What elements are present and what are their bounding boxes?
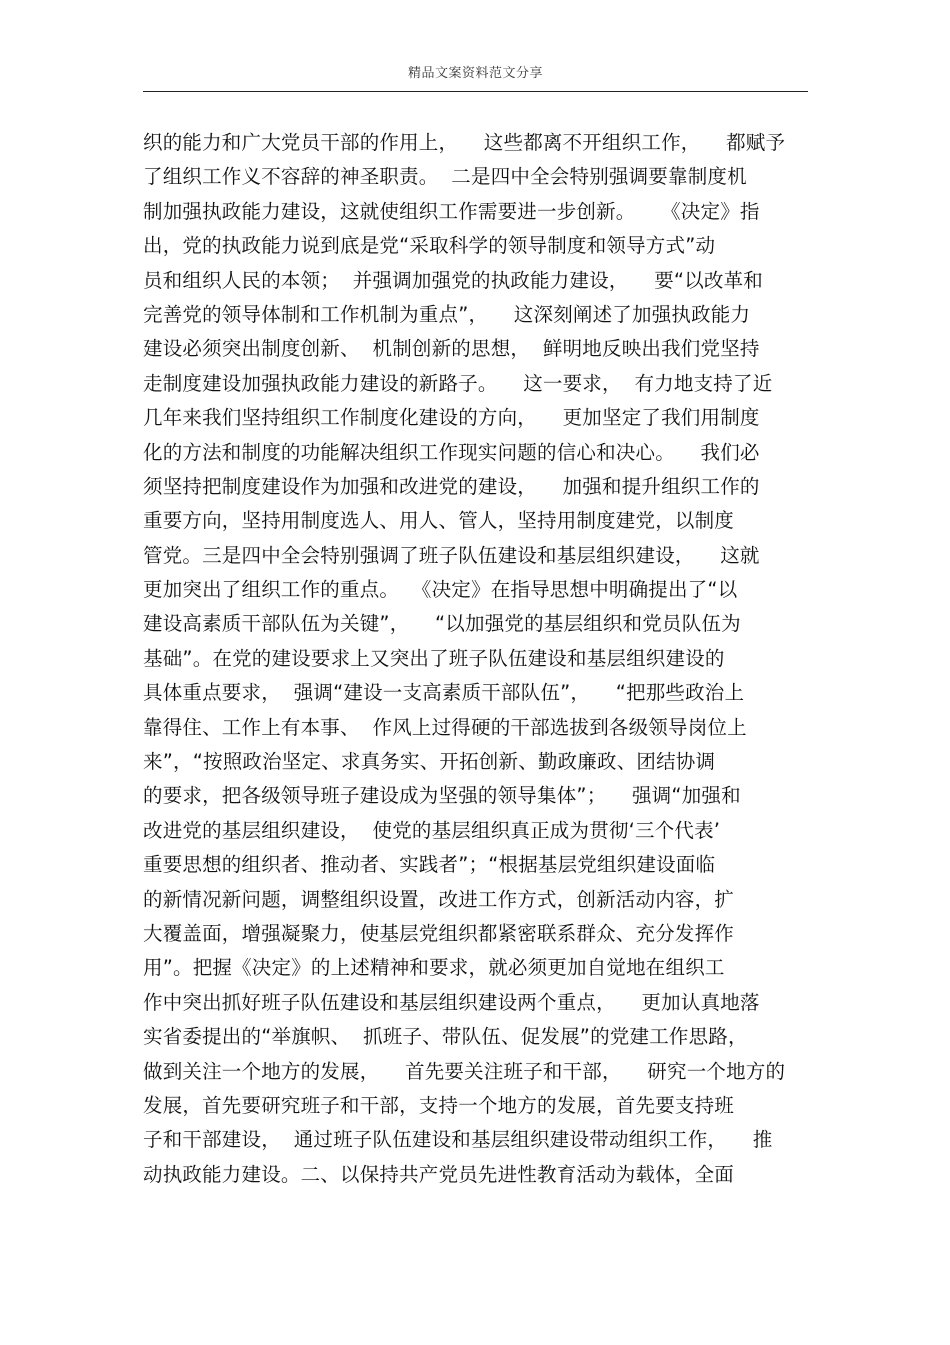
text-line: 走制度建设加强执政能力建设的新路子。 这一要求， 有力地支持了近 [143,371,773,395]
text-line: 的要求，把各级领导班子建设成为坚强的领导集体”； 强调“加强和 [143,784,741,808]
text-line: 改进党的基层组织建设， 使党的基层组织真正成为贯彻‘三个代表’ [143,818,721,842]
text-line: 靠得住、工作上有本事、 作风上过得硬的干部选拔到各级领导岗位上 [143,715,747,739]
text-line: 化的方法和制度的功能解决组织工作现实问题的信心和决心。 我们必 [143,440,760,464]
text-line: 出，党的执政能力说到底是党“采取科学的领导制度和领导方式”动 [143,234,716,258]
text-line: 基础”。在党的建设要求上又突出了班子队伍建设和基层组织建设的 [143,646,725,670]
header-divider [143,91,808,92]
running-header: 精品文案资料范文分享 [407,66,543,81]
text-line: 须坚持把制度建设作为加强和改进党的建设， 加强和提升组织工作的 [143,474,760,498]
text-line: 重要方向，坚持用制度选人、用人、管人，坚持用制度建党，以制度 [143,509,735,533]
text-line: 实省委提出的“举旗帜、 抓班子、带队伍、促发展”的党建工作思路， [143,1025,748,1049]
text-line: 发展，首先要研究班子和干部，支持一个地方的发展，首先要支持班 [143,1093,735,1117]
text-line: 管党。三是四中全会特别强调了班子队伍建设和基层组织建设， 这就 [143,543,760,567]
text-line: 作中突出抓好班子队伍建设和基层组织建设两个重点， 更加认真地落 [143,990,760,1014]
text-line: 几年来我们坚持组织工作制度化建设的方向， 更加坚定了我们用制度 [143,406,760,430]
text-line: 员和组织人民的本领； 并强调加强党的执政能力建设， 要“以改革和 [143,268,763,292]
text-line: 重要思想的组织者、推动者、实践者”；“根据基层党组织建设面临 [143,853,716,877]
text-line: 制加强执政能力建设，这就使组织工作需要进一步创新。 《决定》指 [143,199,760,223]
text-line: 大覆盖面，增强凝聚力，使基层党组织都紧密联系群众、充分发挥作 [143,921,735,945]
text-line: 更加突出了组织工作的重点。 《决定》在指导思想中明确提出了“以 [143,578,738,602]
text-line: 用”。把握《决定》的上述精神和要求，就必须更加自觉地在组织工 [143,956,725,980]
text-line: 来”，“按照政治坚定、求真务实、开拓创新、勤政廉政、团结协调 [143,750,716,774]
text-line: 动执政能力建设。二、以保持共产党员先进性教育活动为载体，全面 [143,1162,735,1186]
text-line: 做到关注一个地方的发展， 首先要关注班子和干部， 研究一个地方的 [143,1059,786,1083]
text-line: 完善党的领导体制和工作机制为重点”， 这深刻阐述了加强执政能力 [143,302,751,326]
document-body [143,126,813,1192]
text-line: 子和干部建设， 通过班子队伍建设和基层组织建设带动组织工作， 推 [143,1128,773,1152]
text-line: 具体重点要求， 强调“建设一支高素质干部队伍”， “把那些政治上 [143,681,745,705]
text-line: 了组织工作义不容辞的神圣职责。 二是四中全会特别强调要靠制度机 [143,165,747,189]
text-line: 建设必须突出制度创新、 机制创新的思想， 鲜明地反映出我们党坚持 [143,337,760,361]
text-line: 织的能力和广大党员干部的作用上， 这些都离不开组织工作， 都赋予 [143,131,786,154]
text-line: 建设高素质干部队伍为关键”， “以加强党的基层组织和党员队伍为 [143,612,741,636]
text-line: 的新情况新问题，调整组织设置，改进工作方式，创新活动内容，扩 [143,887,735,911]
